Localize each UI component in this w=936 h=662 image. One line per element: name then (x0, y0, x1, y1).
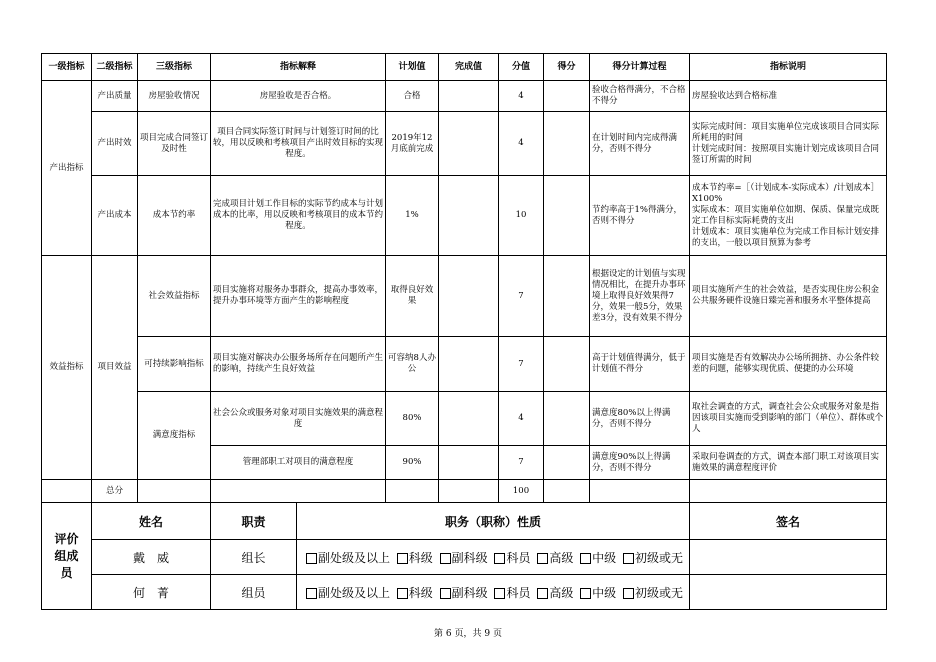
level3-cell: 项目完成合同签订及时性 (138, 112, 211, 176)
member-row (42, 575, 887, 610)
checkbox[interactable] (623, 553, 634, 564)
calc-cell: 满意度80%以上得满分，否则不得分 (590, 392, 690, 446)
note-cell: 采取问卷调查的方式，调查本部门职工对该项目实施效果的满意程度评价 (690, 446, 887, 480)
member-sign (690, 575, 887, 610)
got-cell (544, 446, 590, 480)
plan-cell: 80% (386, 392, 439, 446)
member-duty: 组员 (211, 575, 297, 610)
header-cell: 分值 (499, 54, 544, 81)
score-cell: 4 (499, 112, 544, 176)
table-row (42, 81, 887, 112)
explain-cell: 项目实施对解决办公服务场所存在问题所产生的影响，持续产生良好效益 (211, 337, 386, 392)
actual-cell (439, 256, 499, 337)
checkbox[interactable] (537, 588, 548, 599)
got-cell (544, 81, 590, 112)
note-cell: 成本节约率=［（计划成本-实际成本）/计划成本］X100% 实际成本：项目实施单位如期、保质、保量完成既定工作目标实际耗费的支出 计划成本：项目实施单位为完成工作目标计划安排的支出，一般以项目预算为参考 (690, 176, 887, 256)
performance-indicator-table (41, 53, 887, 503)
explain-cell: 完成项目计划工作目标的实际节约成本与计划成本的比率，用以反映和考核项目的成本节约程度。 (211, 176, 386, 256)
header-cell: 得分 (544, 54, 590, 81)
calc-cell: 在计划时间内完成得满分，否则不得分 (590, 112, 690, 176)
checkbox[interactable] (580, 553, 591, 564)
checkbox[interactable] (397, 553, 408, 564)
explain-cell: 项目实施将对服务办事群众，提高办事效率，提升办事环境等方面产生的影响程度 (211, 256, 386, 337)
score-cell: 4 (499, 81, 544, 112)
got-cell (544, 337, 590, 392)
actual-cell (439, 337, 499, 392)
eval-header-duty: 职责 (211, 503, 297, 540)
header-row (42, 54, 887, 81)
level3-cell: 社会效益指标 (138, 256, 211, 337)
header-cell: 二级指标 (92, 54, 138, 81)
checkbox[interactable] (580, 588, 591, 599)
got-cell (544, 176, 590, 256)
header-cell: 指标解释 (211, 54, 386, 81)
member-title-options: 副处级及以上 科级 副科级 科员 高级 中级 初级或无 (297, 575, 690, 610)
header-cell: 三级指标 (138, 54, 211, 81)
header-cell: 指标说明 (690, 54, 887, 81)
level2-cell: 产出成本 (92, 176, 138, 256)
eval-header-name: 姓名 (92, 503, 211, 540)
total-label: 总分 (92, 480, 138, 503)
level3-cell: 成本节约率 (138, 176, 211, 256)
score-cell: 7 (499, 446, 544, 480)
plan-cell: 可容纳8人办公 (386, 337, 439, 392)
checkbox[interactable] (306, 588, 317, 599)
got-cell (544, 256, 590, 337)
header-cell: 一级指标 (42, 54, 92, 81)
table-row (42, 112, 887, 176)
plan-cell: 2019年12月底前完成 (386, 112, 439, 176)
plan-cell: 1% (386, 176, 439, 256)
checkbox[interactable] (306, 553, 317, 564)
calc-cell: 根据设定的计划值与实现情况相比，在提升办事环境上取得良好效果得7分，效果一般5分，效果差3分，没有效果不得分 (590, 256, 690, 337)
table-row (42, 337, 887, 392)
evaluation-team-table (41, 502, 887, 610)
eval-header-title: 职务（职称）性质 (297, 503, 690, 540)
score-cell: 4 (499, 392, 544, 446)
got-cell (544, 392, 590, 446)
score-cell: 7 (499, 337, 544, 392)
checkbox[interactable] (440, 553, 451, 564)
member-name: 戴 威 (92, 540, 211, 575)
actual-cell (439, 176, 499, 256)
plan-cell: 取得良好效果 (386, 256, 439, 337)
note-cell: 取社会调查的方式，调查社会公众或服务对象是指因该项目实施而受到影响的部门（单位）、群体或个人 (690, 392, 887, 446)
checkbox[interactable] (494, 553, 505, 564)
level1-effect: 效益指标 (42, 256, 92, 480)
actual-cell (439, 446, 499, 480)
level2-cell: 产出质量 (92, 81, 138, 112)
calc-cell: 节约率高于1%得满分，否则不得分 (590, 176, 690, 256)
explain-cell: 社会公众或服务对象对项目实施效果的满意程度 (211, 392, 386, 446)
member-title-options: 副处级及以上 科级 副科级 科员 高级 中级 初级或无 (297, 540, 690, 575)
checkbox[interactable] (537, 553, 548, 564)
score-cell: 10 (499, 176, 544, 256)
page-footer: 第 6 页，共 9 页 (434, 629, 502, 639)
note-cell: 项目实施是否有效解决办公场所拥挤、办公条件较差的问题，能够实现优质、便捷的办公环境 (690, 337, 887, 392)
table-row (42, 176, 887, 256)
actual-cell (439, 112, 499, 176)
plan-cell: 90% (386, 446, 439, 480)
calc-cell: 满意度90%以上得满分，否则不得分 (590, 446, 690, 480)
level3-cell: 可持续影响指标 (138, 337, 211, 392)
calc-cell: 高于计划值得满分，低于计划值不得分 (590, 337, 690, 392)
table-row (42, 256, 887, 337)
checkbox[interactable] (623, 588, 634, 599)
eval-group-label: 评价组成员 (42, 503, 92, 610)
header-cell: 得分计算过程 (590, 54, 690, 81)
explain-cell: 项目合同实际签订时间与计划签订时间的比较，用以反映和考核项目产出时效目标的实现程度。 (211, 112, 386, 176)
note-cell: 实际完成时间：项目实施单位完成该项目合同实际所耗用的时间 计划完成时间：按照项目实施计划完成该项目合同签订所需的时间 (690, 112, 887, 176)
level1-output: 产出指标 (42, 81, 92, 256)
note-cell: 项目实施所产生的社会效益，是否实现住房公积金公共服务硬件设施日臻完善和服务水平整体提高 (690, 256, 887, 337)
member-name: 何 菁 (92, 575, 211, 610)
eval-header-sign: 签名 (690, 503, 887, 540)
checkbox[interactable] (494, 588, 505, 599)
explain-cell: 管理部职工对项目的满意程度 (211, 446, 386, 480)
member-duty: 组长 (211, 540, 297, 575)
total-score: 100 (499, 480, 544, 503)
header-cell: 计划值 (386, 54, 439, 81)
checkbox[interactable] (397, 588, 408, 599)
actual-cell (439, 392, 499, 446)
plan-cell: 合格 (386, 81, 439, 112)
note-cell: 房屋验收达到合格标准 (690, 81, 887, 112)
member-row (42, 540, 887, 575)
total-row (42, 480, 887, 503)
explain-cell: 房屋验收是否合格。 (211, 81, 386, 112)
calc-cell: 验收合格得满分，不合格不得分 (590, 81, 690, 112)
table-row (42, 392, 887, 446)
score-cell: 7 (499, 256, 544, 337)
level2-cell: 产出时效 (92, 112, 138, 176)
header-cell: 完成值 (439, 54, 499, 81)
level3-cell: 房屋验收情况 (138, 81, 211, 112)
checkbox[interactable] (440, 588, 451, 599)
got-cell (544, 112, 590, 176)
level3-cell: 满意度指标 (138, 392, 211, 480)
member-sign (690, 540, 887, 575)
actual-cell (439, 81, 499, 112)
level2-effect: 项目效益 (92, 256, 138, 480)
eval-header-row (42, 503, 887, 540)
